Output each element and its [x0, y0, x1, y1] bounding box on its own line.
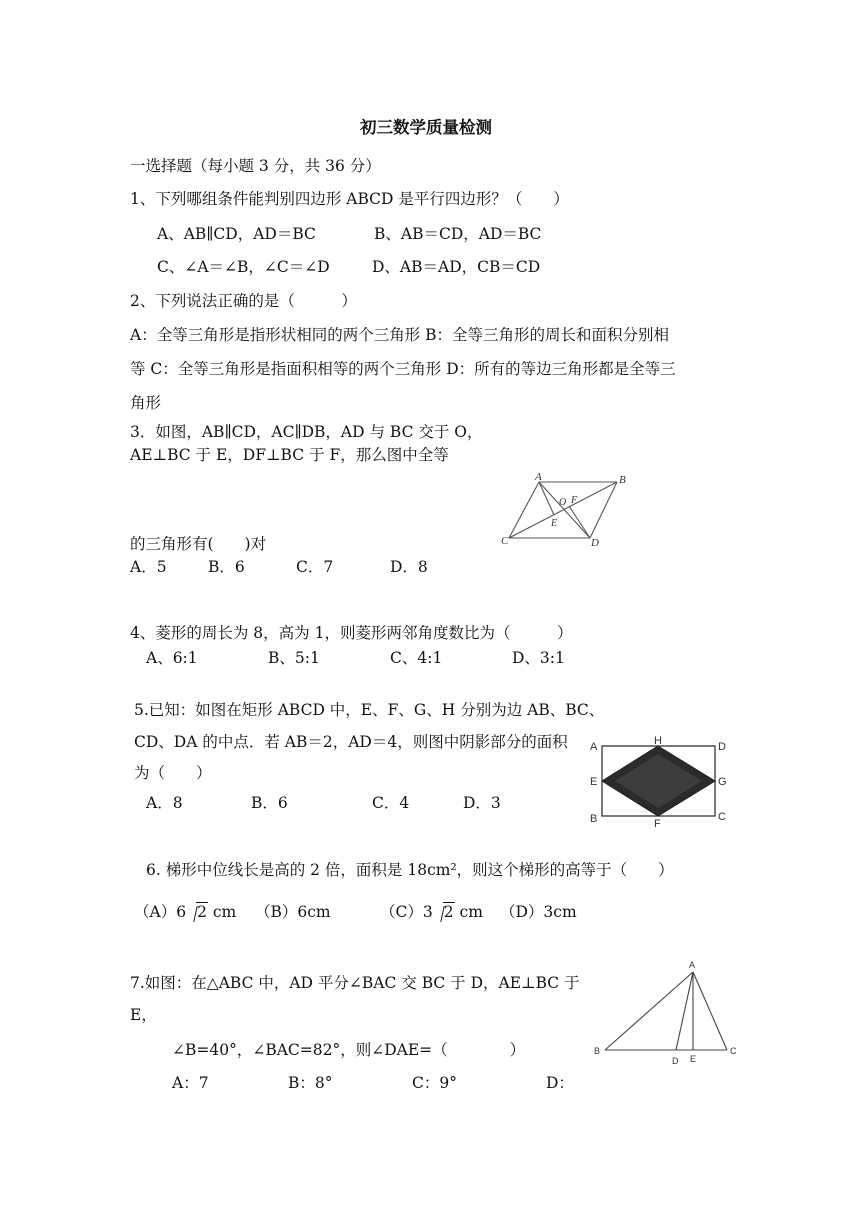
- q5-option-a: A．8: [146, 794, 183, 812]
- q7-fig-label: B: [594, 1046, 601, 1056]
- q6-stem: 6. 梯形中位线长是高的 2 倍，面积是 18cm²，则这个梯形的高等于（ ）: [146, 861, 674, 879]
- q3-fig-label: O: [559, 497, 567, 508]
- q3-fig-label: F: [571, 495, 578, 506]
- q5-fig-label: B: [590, 813, 598, 825]
- q3-stem-line: 的三角形有( )对: [130, 535, 267, 553]
- q6-option-a: （A）6 2 cm: [134, 903, 237, 921]
- q6-option-d: （D）3cm: [500, 903, 577, 921]
- q5-rectangle-figure: [586, 734, 736, 828]
- q3-fig-label: C: [501, 535, 509, 547]
- q5-fig-label: C: [718, 811, 726, 823]
- section-heading: 一选择题（每小题 3 分，共 36 分）: [130, 157, 381, 175]
- q5-stem-line: CD、DA 的中点．若 AB＝2，AD＝4，则图中阴影部分的面积: [134, 733, 568, 751]
- q5-option-d: D．3: [463, 794, 501, 812]
- q2-stem: 2、下列说法正确的是（ ）: [130, 292, 357, 310]
- q6-option-c: （C）3 2 cm: [380, 903, 483, 921]
- q7-stem-line: E，: [130, 1006, 157, 1024]
- q6-option-b: （B）6cm: [255, 903, 331, 921]
- q3-option-c: C．7: [296, 558, 334, 576]
- q3-fig-label: B: [619, 474, 626, 486]
- q1-option-c: C、∠A＝∠B，∠C＝∠D: [157, 258, 330, 276]
- q5-option-b: B．6: [251, 794, 288, 812]
- q7-option-c: C：9°: [412, 1074, 457, 1092]
- q5-fig-label: A: [590, 741, 598, 753]
- q4-option-b: B、5:1: [268, 649, 320, 667]
- q7-option-a: A：7: [172, 1074, 209, 1092]
- q4-option-d: D、3:1: [512, 649, 565, 667]
- page-title: 初三数学质量检测: [360, 118, 492, 137]
- q2-body-line: 角形: [130, 394, 162, 412]
- q2-body-line: A：全等三角形是指形状相同的两个三角形 B：全等三角形的周长和面积分别相: [130, 326, 670, 344]
- q1-option-a: A、AB∥CD，AD＝BC: [157, 225, 316, 243]
- q5-stem-line: 为（ ）: [134, 764, 212, 782]
- q1-option-b: B、AB＝CD，AD＝BC: [374, 225, 542, 243]
- q4-stem: 4、菱形的周长为 8，高为 1，则菱形两邻角度数比为（ ）: [130, 624, 573, 642]
- q7-fig-label: E: [690, 1054, 697, 1064]
- q5-fig-label: E: [590, 776, 598, 788]
- q4-option-c: C、4:1: [390, 649, 443, 667]
- q2-body-line: 等 C：全等三角形是指面积相等的两个三角形 D：所有的等边三角形都是全等三: [130, 360, 676, 378]
- q5-fig-label: H: [654, 735, 662, 747]
- q7-option-d: D：: [546, 1074, 574, 1092]
- q5-fig-label: D: [718, 741, 726, 753]
- q7-stem-line: ∠B=40°，∠BAC=82°，则∠DAE=（ ）: [172, 1041, 526, 1059]
- q7-fig-label: A: [689, 960, 696, 970]
- q3-stem-line: AE⊥BC 于 E，DF⊥BC 于 F，那么图中全等: [130, 446, 449, 464]
- q7-fig-label: C: [730, 1046, 737, 1056]
- q7-triangle-figure: [588, 958, 748, 1070]
- q5-fig-label: G: [718, 776, 727, 788]
- q3-option-d: D．8: [390, 558, 428, 576]
- q3-fig-label: A: [535, 471, 542, 483]
- q7-stem-line: 7.如图：在△ABC 中，AD 平分∠BAC 交 BC 于 D，AE⊥BC 于: [130, 974, 580, 992]
- q5-fig-label: F: [654, 818, 661, 828]
- q1-option-d: D、AB＝AD，CB＝CD: [372, 258, 541, 276]
- q3-stem-line: 3．如图，AB∥CD，AC∥DB，AD 与 BC 交于 O，: [130, 423, 483, 441]
- q3-fig-label: D: [591, 537, 599, 549]
- q7-fig-label: D: [672, 1056, 679, 1066]
- q5-stem-line: 5.已知：如图在矩形 ABCD 中，E、F、G、H 分别为边 AB、BC、: [134, 701, 605, 719]
- q4-option-a: A、6:1: [146, 649, 198, 667]
- q3-parallelogram-figure: [495, 468, 635, 554]
- q7-option-b: B：8°: [288, 1074, 333, 1092]
- q1-stem: 1、下列哪组条件能判别四边形 ABCD 是平行四边形？（ ）: [130, 190, 569, 208]
- q3-option-b: B．6: [208, 558, 245, 576]
- q3-fig-label: E: [551, 518, 558, 529]
- q3-option-a: A．5: [130, 558, 167, 576]
- q5-option-c: C．4: [372, 794, 410, 812]
